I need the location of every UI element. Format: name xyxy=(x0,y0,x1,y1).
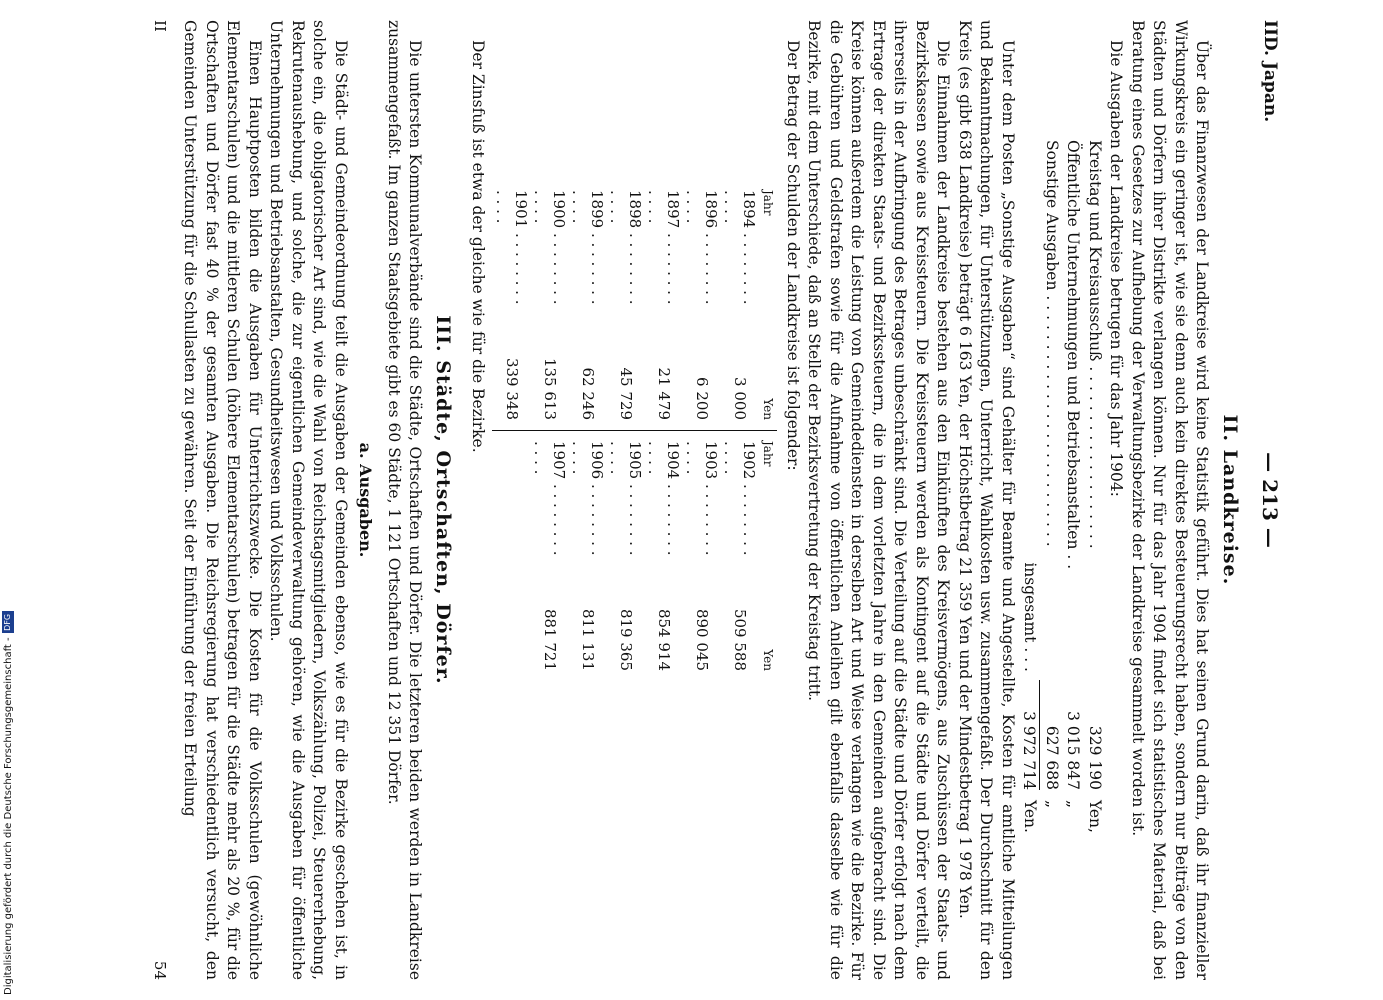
table-row: 1900 . . . . . . . . . . . . 135 613 1907 . . . . . . . . . . . . 881 721 xyxy=(531,190,569,671)
interest-note: Der Zinsfuß ist etwa der gleiche wie für die Bezirke. xyxy=(469,40,488,453)
sheet-number: 54 xyxy=(151,960,169,980)
debt-table xyxy=(493,180,778,681)
page-body xyxy=(179,20,1240,980)
signature-mark: II xyxy=(151,20,169,32)
dfg-logo: DFG xyxy=(2,611,14,633)
expenses-total: insgesamt . . . 3 972 714 Yen. xyxy=(1018,140,1041,840)
document-page xyxy=(100,20,1280,980)
table-row: 1897 . . . . . . . . . . . . 21 479 1904 . . . . . . . . . . . . 854 914 xyxy=(645,190,683,671)
table-header-row: Jahr Yen Jahr Yen xyxy=(759,180,778,681)
table-row: 1896 . . . . . . . . . . . . 6 200 1903 . . . . . . . . . . . . 890 045 xyxy=(683,190,721,671)
subheading-ausgaben: a. Ausgaben. xyxy=(356,442,376,558)
expenses-intro: Die Ausgaben der Landkreise betrugen für das Jahr 1904: xyxy=(1107,40,1126,497)
paragraph: Unter dem Posten „Sonstige Ausgaben“ sind Gehälter für Beamte und Angestellte, Kosten für amtliche Mitteilungen und Bekanntmachungen, für Unterstützungen, Unterricht, Wahlkosten usw. zusammengefaßt. Der Durchschnitt für den Kreis (es gibt 638 Landkreise) beträgt 6 163 Yen, der Höchstbetrag 21 359 Yen und der Mindestbetrag 1 978 Yen. xyxy=(956,20,1017,980)
table-row: 1898 . . . . . . . . . . . . 45 729 1905 . . . . . . . . . . . . 819 365 xyxy=(607,190,645,671)
paragraph: Die Städt- und Gemeindeordnung teilt die Ausgaben der Gemeinden ebenso, wie es für die Bezirke geschehen ist, in solche ein, die obligatorischer Art sind, wie die Wahl von Reichstagsmitgliedern, Volkszählung, Polizei, Steuererhebung, Rekrutenaushebung, und solche, die zur eigentlichen Gemeindeverwaltung gehören, wie die Ausgaben für öffentliche Unternehmungen und Betriebsanstalten, Gesundheitswesen und Volksschulen. xyxy=(267,20,350,980)
section-title-landkreise: II. Landkreise. xyxy=(1219,414,1241,586)
expense-row: Sonstige Ausgaben . . . . . . . . . . . . . . . . . . . . . . . . . . 627 688 „ xyxy=(1043,140,1061,809)
expense-row: Öffentliche Unternehmungen und Betriebsanstalten . . 3 015 847 „ xyxy=(1064,140,1083,809)
expenses-list xyxy=(1041,140,1106,840)
debt-intro: Der Betrag der Schulden der Landkreise ist folgender: xyxy=(784,40,802,471)
paragraph: Einen Hauptposten bilden die Ausgaben für Unterrichtszwecke. Die Kosten für die Volksschulen (gewöhnliche Elementarschulen) und die mittleren Schulen (höhere Elementarschulen) betragen für die Städte mehr als 20 %, für die Ortschaften und Dörfer fast 40 % der gesamten Ausgaben. Die Reichsregierung hat verschiedentlich versucht, den Gemeinden Unterstützung für die Schullasten zu gewähren. Seit der Einführung der freien Erteilung xyxy=(181,20,264,980)
page-header xyxy=(1250,20,1280,980)
page-number: — 213 — xyxy=(1258,452,1282,548)
digitization-notice xyxy=(2,611,14,995)
table-row: 1901 . . . . . . . . . . . . 339 348 xyxy=(493,180,531,681)
paragraph: Die untersten Kommunalverbände sind die Städte, Ortschaften und Dörfer. Die letzteren beiden werden in Landkreise zusammengefaßt. Im ganzen Staatsgebiete gibt es 60 Städte, 1 121 Ortschaften und 12 351 Dörfer. xyxy=(385,20,425,980)
table-row: 1899 . . . . . . . . . . . . 62 246 1906 . . . . . . . . . . . . 811 131 xyxy=(569,190,607,671)
table-row: 1894 . . . . . . . . . . . . 3 000 1902 . . . . . . . . . . . . 509 588 xyxy=(721,190,759,671)
digitization-notice-text: Digitalisierung gefördert durch die Deutsche Forschungsgemeinschaft - xyxy=(2,637,14,995)
section-title-staedte: III. Städte, Ortschaften, Dörfer. xyxy=(432,315,454,685)
section-code: IID. Japan. xyxy=(1260,20,1280,123)
paragraph: Die Einnahmen der Landkreise bestehen aus den Einkünften des Kreisvermögens, aus Zuschüssen der Staats- und Bezirkskassen sowie aus Kreissteuern. Die Kreissteuern werden als Kontingent auf die Städte und Dörfer verteilt, die ihrerseits in der Aufbringung des Betrages unbeschränkt sind. Die Verteilung auf die Städte und Dörfer erfolgt nach dem Ertrage der direkten Staats- und Bezirkssteuern, die in dem vorletzten Jahre in den Gemeinden aufgebracht sind. Die Kreise können außerdem die Leistung von Gemeindediensten in derselben Art und Weise verlangen wie die Bezirke. Für die Gebühren und Geldstrafen sowie für die Aufnahme von öffentlichen Anleihen gilt ebenfalls dasselbe wie für die Bezirke, mit dem Unterschiede, daß an Stelle der Bezirksvertretung der Kreistag tritt. xyxy=(805,20,953,980)
expense-row: Kreistag und Kreisausschuß . . . . . . . . . . . . . . . . . . . 329 190 Yen, xyxy=(1086,140,1104,833)
paragraph: Über das Finanzwesen der Landkreise wird keine Statistik geführt. Dies hat seinen Grund darin, daß ihr finanzieller Wirkungskreis ein geringer ist, wie sie denn auch kein direktes Besteuerungsrecht haben, sondern nur Beiträge von den Städten und Dörfern ihrer Distrikte verlangen können. Nur für das Jahr 1904 findet sich statistisches Material, daß bei Beratung eines Gesetzes zur Aufhebung der Verwaltungsbezirke der Landkreise gesammelt worden ist. xyxy=(1129,20,1212,980)
